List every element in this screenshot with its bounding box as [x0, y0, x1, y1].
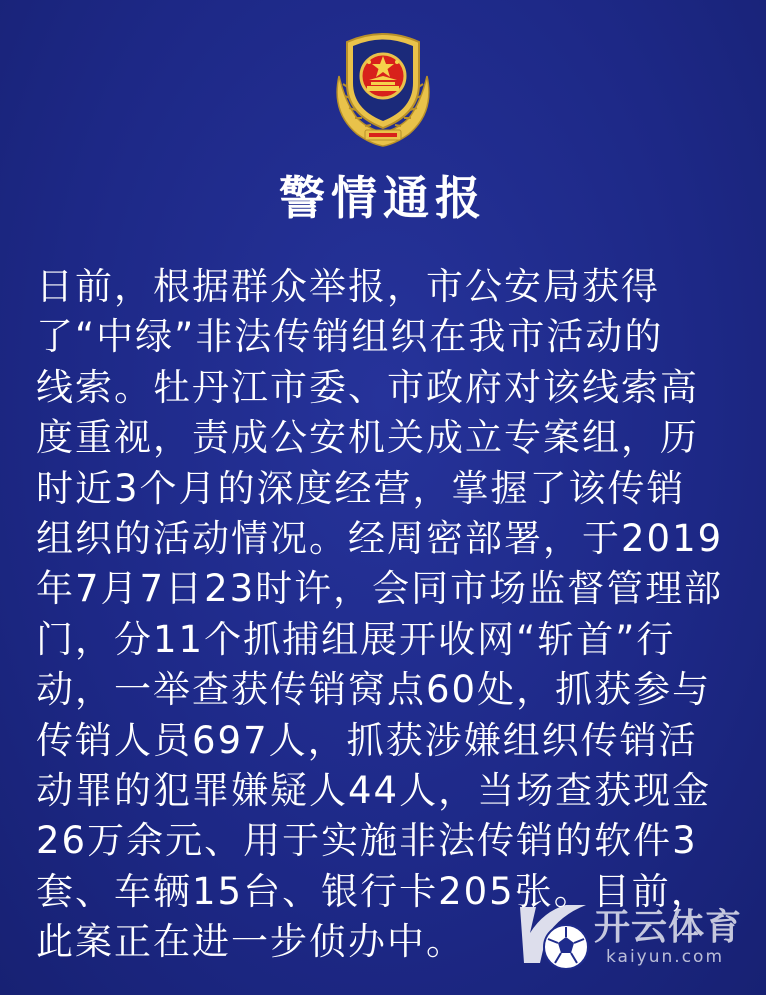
notice-line: 年7月7日23时许，会同市场监督管理部: [36, 567, 724, 611]
watermark: [510, 893, 760, 983]
notice-line: 线索。牡丹江市委、市政府对该线索高: [36, 365, 699, 409]
notice-line: 组织的活动情况。经周密部署，于2019: [36, 517, 724, 561]
notice-line: 日前，根据群众举报，市公安局获得: [36, 265, 660, 308]
watermark-url: kaiyun.com: [606, 947, 725, 967]
notice-title: 警情通报: [279, 171, 487, 225]
notice-line: 动，一举查获传销窝点60处，抓获参与: [36, 668, 712, 712]
notice-line: 此案正在进一步侦办中。: [36, 920, 465, 964]
notice-line: 动罪的犯罪嫌疑人44人，当场查获现金: [36, 769, 712, 813]
notice-line: 度重视，责成公安机关成立专案组，历: [36, 416, 699, 460]
notice-line: 门，分11个抓捕组展开收网“斩首”行: [36, 617, 676, 661]
notice-line: 了“中绿”非法传销组织在我市活动的: [36, 315, 664, 359]
police-emblem-icon: [325, 22, 441, 152]
soccer-ball-logo-icon: [510, 893, 600, 983]
notice-line: 26万余元、用于实施非法传销的软件3: [36, 819, 698, 863]
notice-line: 传销人员697人，抓获涉嫌组织传销活: [36, 718, 698, 762]
notice-line: 时近3个月的深度经营，掌握了该传销: [36, 466, 686, 510]
notice-body: [36, 262, 748, 968]
watermark-name: 开云体育: [594, 907, 743, 948]
notice-line: 套、车辆15台、银行卡205张。目前，: [36, 869, 710, 913]
